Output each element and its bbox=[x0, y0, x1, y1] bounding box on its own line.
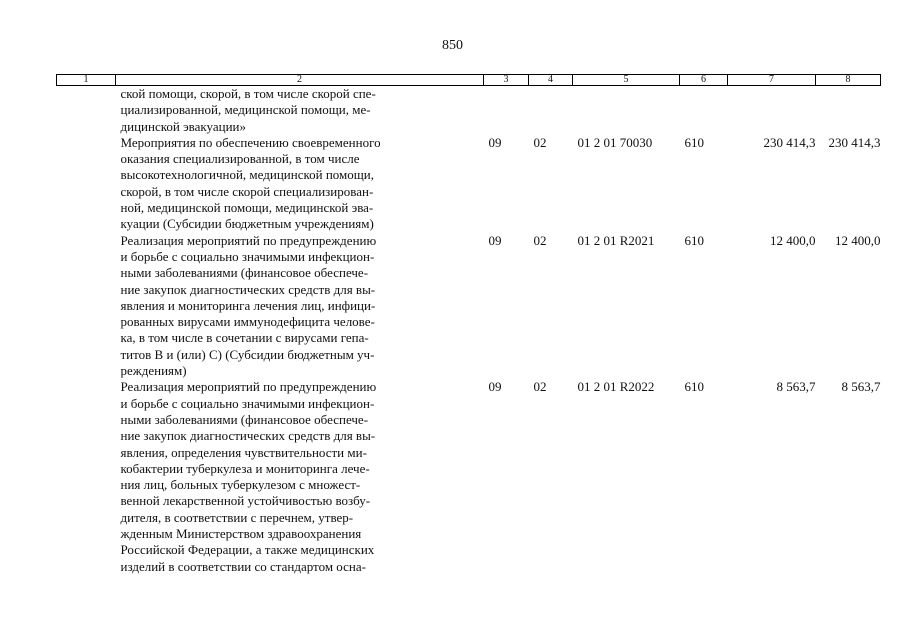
table-header bbox=[57, 75, 881, 86]
expense-name-line: ние закупок диагностических средств для вы- bbox=[120, 281, 376, 297]
expense-name-line: ния лиц, больных туберкулезом с множест- bbox=[120, 477, 361, 493]
target-article-cell: 01 2 01 R2021 bbox=[577, 232, 655, 248]
subsection-code-cell: 02 bbox=[533, 232, 547, 248]
amount-year-1-cell: 8 563,7 bbox=[776, 379, 816, 395]
expense-name-line: явления и мониторинга лечения лиц, инфици- bbox=[120, 297, 376, 313]
expense-type-cell: 610 bbox=[684, 232, 704, 248]
expense-name-line: ние закупок диагностических средств для вы- bbox=[120, 428, 376, 444]
expense-name-line: и борьбе с социально значимыми инфекцион- bbox=[120, 248, 375, 264]
subsection-code-cell: 02 bbox=[533, 379, 547, 395]
expense-name-line: рованных вирусами иммунодефицита челове- bbox=[120, 314, 375, 330]
section-code-cell: 09 bbox=[488, 134, 502, 150]
row-number-cell bbox=[57, 135, 116, 233]
row-number-cell bbox=[57, 86, 116, 135]
column-number-3: 3 bbox=[484, 75, 529, 86]
section-code-cell: 09 bbox=[488, 232, 502, 248]
expense-type-cell: 610 bbox=[684, 134, 704, 150]
expense-name-line: ной, медицинской помощи, медицинской эва- bbox=[120, 200, 374, 216]
expense-name-line: Российской Федерации, а также медицинских bbox=[120, 542, 375, 558]
expense-name-cell bbox=[116, 135, 484, 233]
expense-name-cell bbox=[116, 86, 484, 135]
expense-name-line: куации (Субсидии бюджетным учреждениям) bbox=[120, 216, 374, 232]
expense-name-line: высокотехнологичной, медицинской помощи, bbox=[120, 167, 374, 183]
target-article-cell bbox=[573, 86, 680, 135]
amount-year-1-cell: 12 400,0 bbox=[770, 232, 816, 248]
amount-year-2-cell: 230 414,3 bbox=[828, 134, 881, 150]
expense-name-line: явления, определения чувствительности ми- bbox=[120, 444, 367, 460]
amount-year-1-cell: 230 414,3 bbox=[763, 134, 816, 150]
expense-name-line: кобактерии туберкулеза и мониторинга лече- bbox=[120, 460, 370, 476]
column-number-4: 4 bbox=[529, 75, 573, 86]
section-code-cell bbox=[484, 86, 529, 135]
expense-name-line: дицинской эвакуации» bbox=[120, 118, 246, 134]
expense-name-line: скорой, в том числе скорой специализирован- bbox=[120, 183, 374, 199]
expense-name-line: титов В и (или) С) (Субсидии бюджетным уч- bbox=[120, 346, 375, 362]
column-number-8: 8 bbox=[816, 75, 881, 86]
expense-name-line: изделий в соответствии со стандартом осна- bbox=[120, 558, 366, 574]
column-number-2: 2 bbox=[116, 75, 484, 86]
expense-name-line: оказания специализированной, в том числе bbox=[120, 151, 360, 167]
column-number-5: 5 bbox=[573, 75, 680, 86]
column-number-6: 6 bbox=[680, 75, 728, 86]
expense-name-line: Реализация мероприятий по предупреждению bbox=[120, 379, 377, 395]
expense-name-line: жденным Министерством здравоохранения bbox=[120, 526, 362, 542]
target-article-cell: 01 2 01 70030 bbox=[577, 134, 653, 150]
expense-name-line: дителя, в соответствии с перечнем, утвер- bbox=[120, 509, 354, 525]
column-number-7: 7 bbox=[728, 75, 816, 86]
expense-name-line: ка, в том числе в сочетании с вирусами гепа- bbox=[120, 330, 369, 346]
table-row bbox=[57, 86, 881, 135]
expense-name-line: ными заболеваниями (финансовое обеспече- bbox=[120, 411, 369, 427]
expense-name-line: Мероприятия по обеспечению своевременного bbox=[120, 134, 381, 150]
expense-name-line: ными заболеваниями (финансовое обеспече- bbox=[120, 265, 369, 281]
subsection-code-cell: 02 bbox=[533, 134, 547, 150]
expense-name-line: ской помощи, скорой, в том числе скорой спе- bbox=[120, 86, 376, 101]
expense-name-line: Реализация мероприятий по предупреждению bbox=[120, 232, 377, 248]
target-article-cell: 01 2 01 R2022 bbox=[577, 379, 655, 395]
column-number-row bbox=[57, 75, 881, 86]
amount-year-2-cell: 12 400,0 bbox=[835, 232, 881, 248]
section-code-cell: 09 bbox=[488, 379, 502, 395]
table-row bbox=[57, 233, 881, 380]
table-row bbox=[57, 135, 881, 233]
subsection-code-cell bbox=[529, 86, 573, 135]
amount-year-1-cell bbox=[728, 86, 816, 135]
row-number-cell bbox=[57, 233, 116, 380]
expense-name-line: венной лекарственной устойчивостью возбу- bbox=[120, 493, 371, 509]
amount-year-2-cell: 8 563,7 bbox=[841, 379, 881, 395]
expense-name-cell bbox=[116, 379, 484, 575]
amount-year-2-cell bbox=[816, 86, 881, 135]
page-number: 850 bbox=[442, 38, 463, 53]
table-body bbox=[57, 86, 881, 575]
expense-type-cell: 610 bbox=[684, 379, 704, 395]
expense-name-line: реждениям) bbox=[120, 363, 187, 379]
budget-table bbox=[56, 74, 881, 575]
row-number-cell bbox=[57, 379, 116, 575]
expense-name-line: циализированной, медицинской помощи, ме- bbox=[120, 102, 371, 118]
expense-name-line: и борьбе с социально значимыми инфекцион- bbox=[120, 395, 375, 411]
column-number-1: 1 bbox=[57, 75, 116, 86]
expense-name-cell bbox=[116, 233, 484, 380]
expense-type-cell bbox=[680, 86, 728, 135]
table-row bbox=[57, 379, 881, 575]
